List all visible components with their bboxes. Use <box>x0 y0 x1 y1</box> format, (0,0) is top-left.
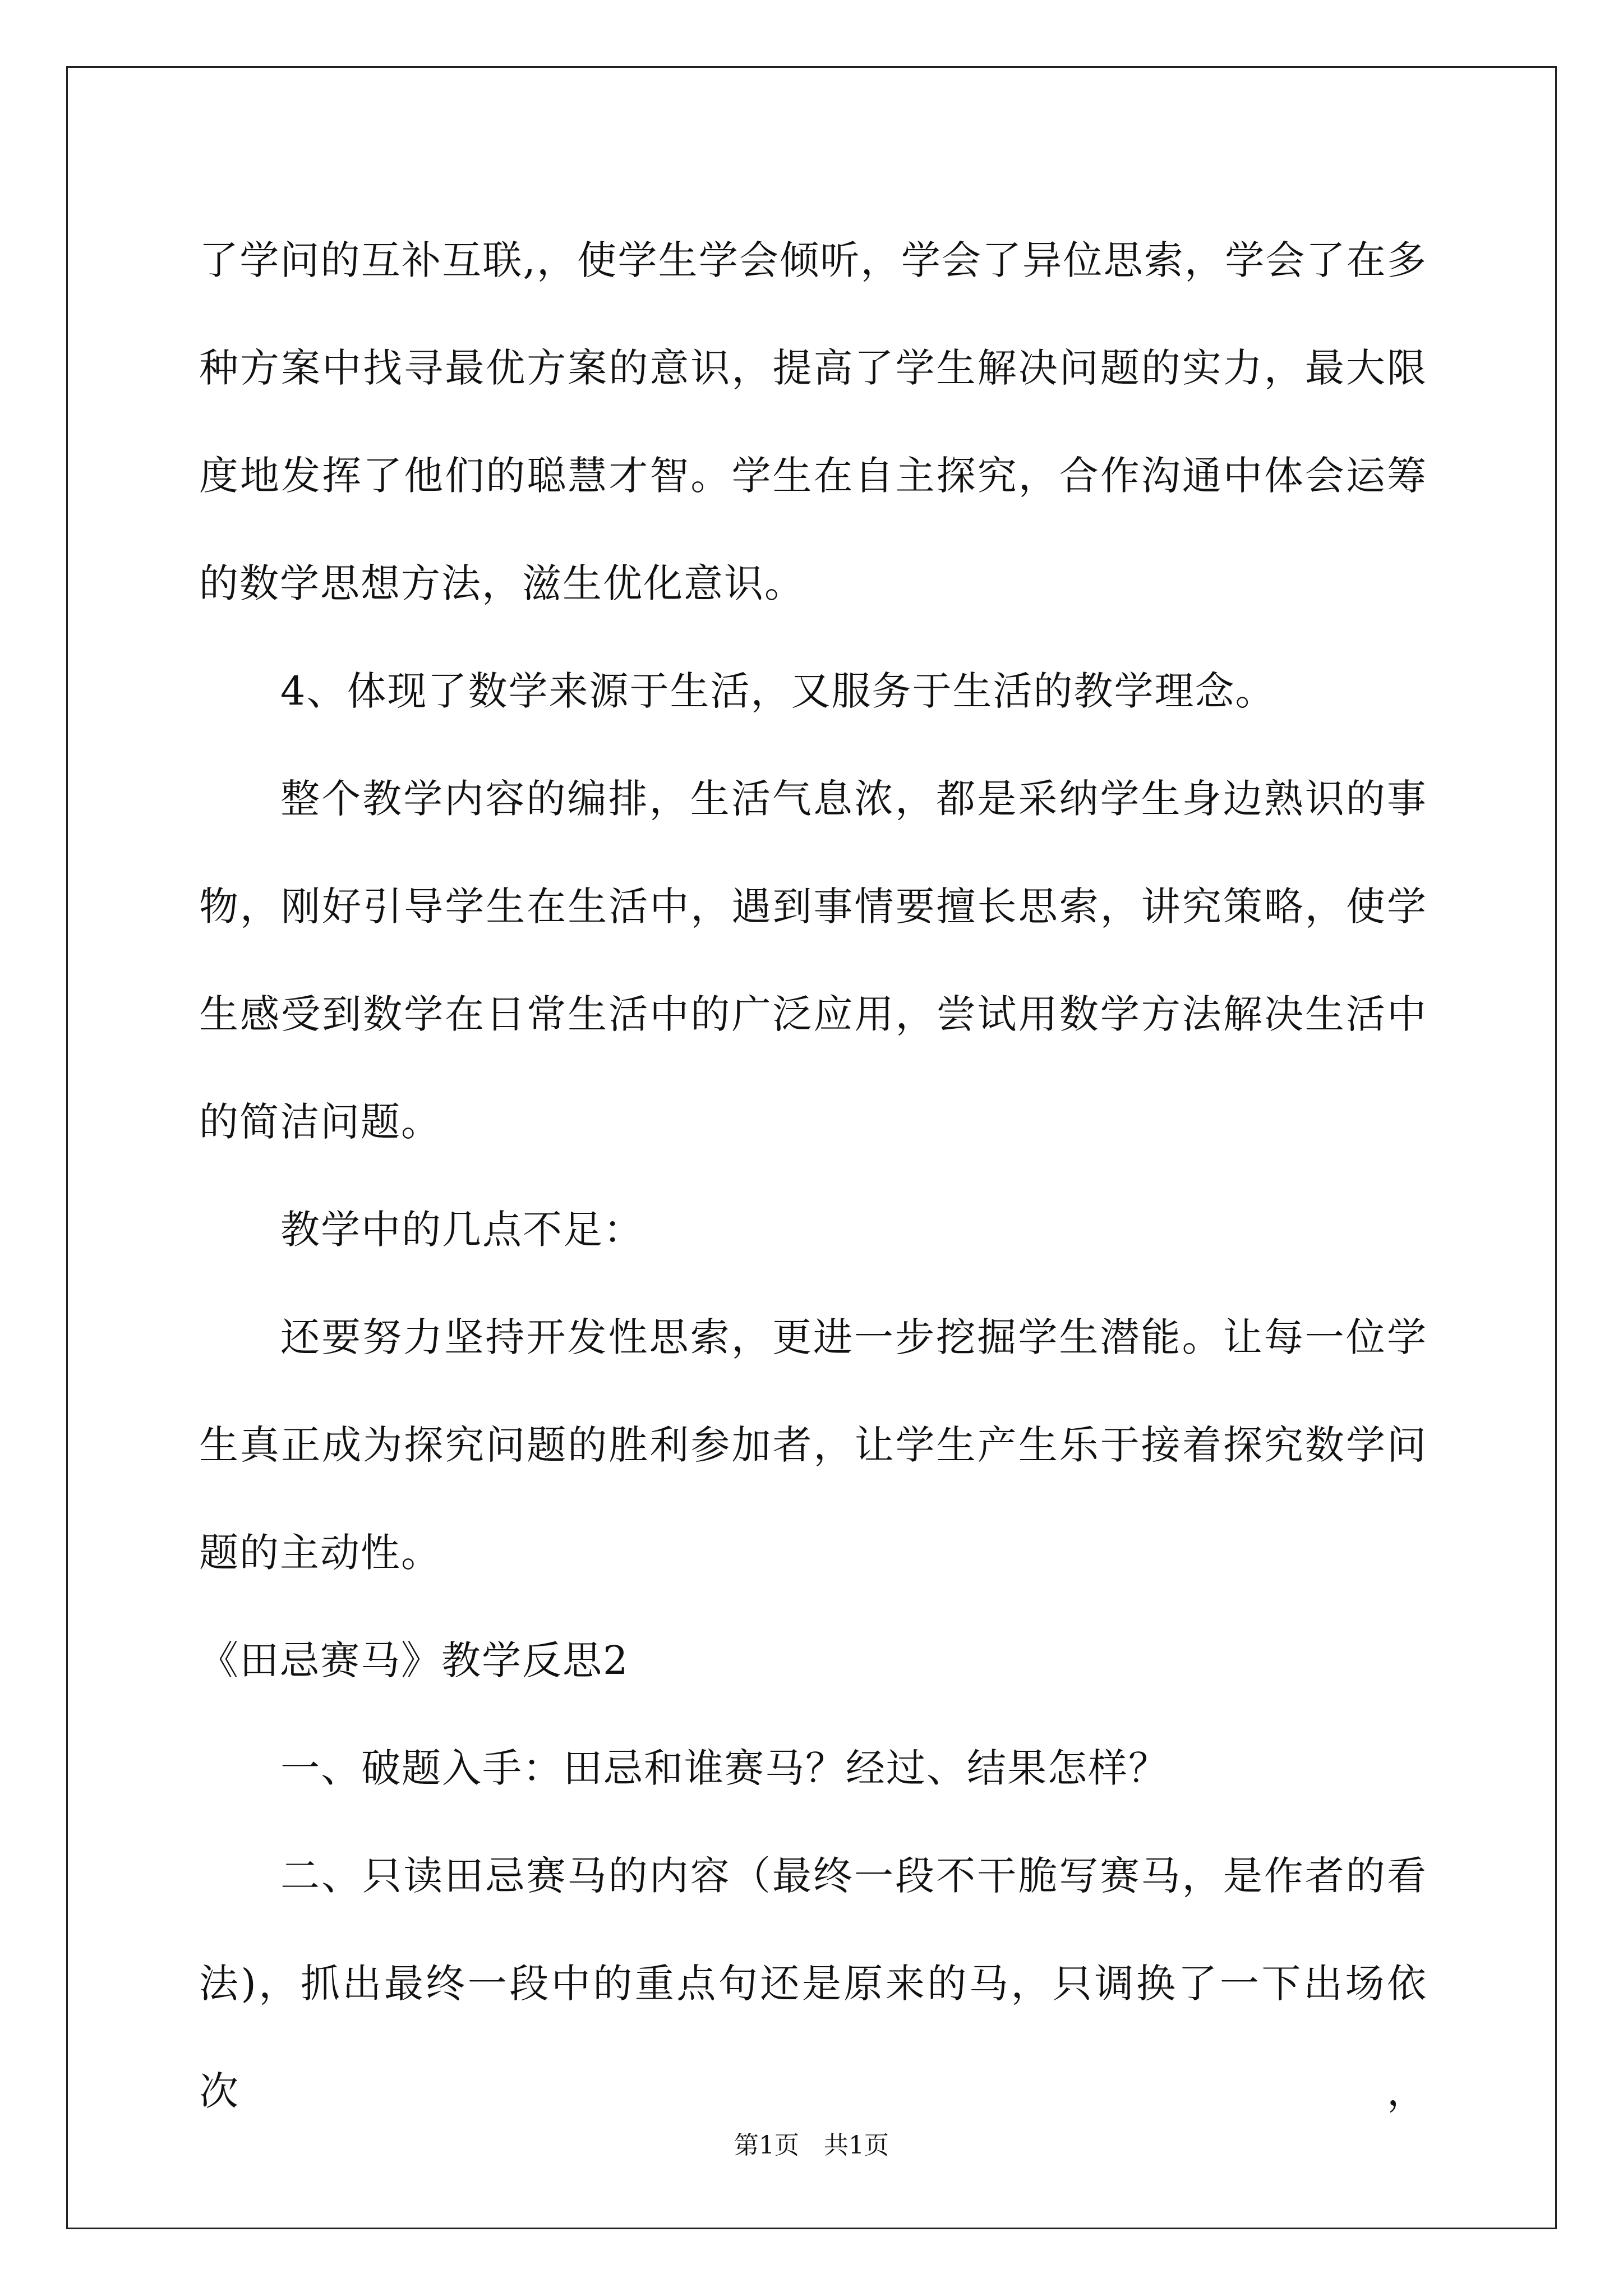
text-line: 4、体现了数学来源于生活，又服务于生活的教学理念。 <box>280 668 1276 714</box>
section-heading: 《田忌赛马》教学反思2 <box>199 1637 629 1683</box>
text-line: 还要努力坚持开发性思索，更进一步挖掘学生潜能。让每一位学 <box>280 1314 1427 1360</box>
text-line: 教学中的几点不足： <box>280 1207 644 1253</box>
document-body <box>199 206 1427 2114</box>
text-line: 生感受到数学在日常生活中的广泛应用，尝试用数学方法解决生活中 <box>199 991 1427 1037</box>
text-line: 物，刚好引导学生在生活中，遇到事情要擅长思索，讲究策略，使学 <box>199 884 1427 930</box>
text-line: 种方案中找寻最优方案的意识，提高了学生解决问题的实力，最大限 <box>199 345 1427 391</box>
text-line: 题的主动性。 <box>199 1530 441 1576</box>
text-line: 整个教学内容的编排，生活气息浓，都是采纳学生身边熟识的事 <box>280 776 1427 822</box>
text-line: 一、破题入手：田忌和谁赛马？经过、结果怎样？ <box>280 1745 1169 1791</box>
text-line: 了学问的互补互联,，使学生学会倾听，学会了异位思索，学会了在多 <box>199 237 1427 283</box>
text-line: 度地发挥了他们的聪慧才智。学生在自主探究，合作沟通中体会运筹 <box>199 453 1427 499</box>
text-line: 的数学思想方法，滋生优化意识。 <box>199 560 805 606</box>
text-line: 法)，抓出最终一段中的重点句还是原来的马，只调换了一下出场依次， <box>199 1961 1427 2114</box>
text-line: 生真正成为探究问题的胜利参加者，让学生产生乐于接着探究数学问 <box>199 1422 1427 1468</box>
text-line: 的简洁问题。 <box>199 1099 441 1145</box>
page-number: 第1页 共1页 <box>734 2131 889 2160</box>
text-line: 二、只读田忌赛马的内容（最终一段不干脆写赛马，是作者的看 <box>280 1853 1427 1899</box>
